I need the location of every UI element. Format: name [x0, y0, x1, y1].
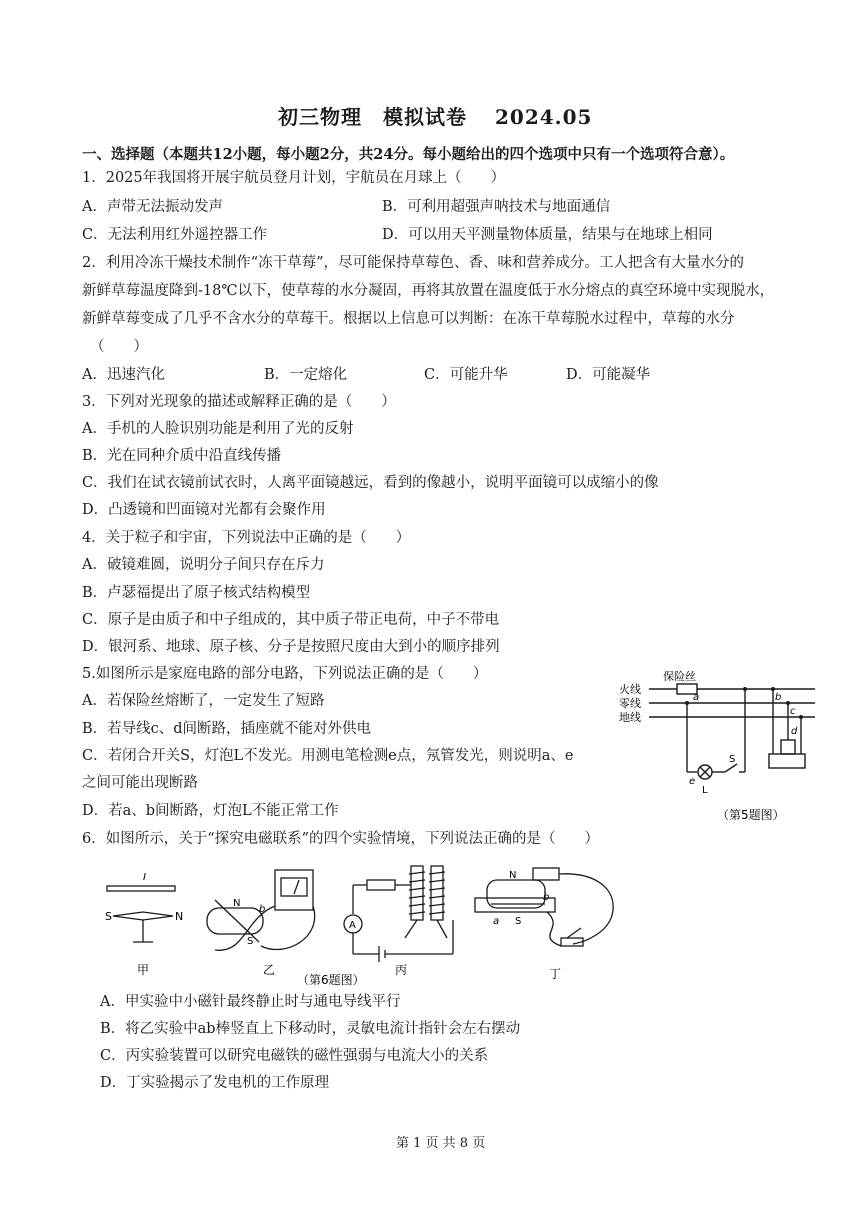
ding-rod-b-label: b [543, 892, 550, 903]
q2-line-2: 新鲜草莓温度降到-18℃以下，使草莓的水分凝固，再将其放置在温度低于水分熔点的真空环境中实现脱水， [82, 283, 775, 299]
q4-option-d: D．银河系、地球、原子核、分子是按照尺度由大到小的顺序排列 [82, 639, 500, 655]
page-title [278, 101, 592, 130]
label-jia: 甲 [137, 963, 150, 977]
q4-option-c: C．原子是由质子和中子组成的，其中质子带正电荷，中子不带电 [82, 612, 500, 628]
q1-option-d: D．可以用天平测量物体质量，结果与在地球上相同 [382, 227, 713, 243]
q4-option-a: A．破镜难圆，说明分子间只存在斥力 [82, 557, 325, 573]
q2-line-1: 2．利用冷冻干燥技术制作“冻干草莓”，尽可能保持草莓色、香、味和营养成分。工人把含有大量水分的 [82, 255, 745, 271]
ding-magnet-n-label: N [509, 870, 517, 881]
q3-option-c: C．我们在试衣镜前试衣时，人离平面镜越远，看到的像越小，说明平面镜可以成缩小的像 [82, 475, 659, 491]
ground-wire-label: 地线 [619, 711, 641, 724]
q4-option-b: B．卢瑟福提出了原子核式结构模型 [82, 585, 311, 601]
point-b-label: b [775, 692, 782, 703]
switch-label: S [729, 754, 736, 765]
q6-option-a: A．甲实验中小磁针最终静止时与通电导线平行 [100, 994, 401, 1010]
q3-option-a: A．手机的人脸识别功能是利用了光的反射 [82, 421, 354, 437]
q2-line-3: 新鲜草莓变成了几乎不含水分的草莓干。根据以上信息可以判断：在冻干草莓脱水过程中，草莓的水分 [82, 311, 735, 327]
jia-needle-n-label: N [175, 910, 184, 923]
q5-option-c-line1: C．若闭合开关S，灯泡L不发光。用测电笔检测e点，氖管发光，则说明a、e [82, 748, 574, 764]
q6-experiments-figure [95, 858, 640, 988]
socket-symbol [781, 740, 795, 754]
point-e-label: e [689, 776, 696, 787]
bing-ammeter-label: A [349, 920, 356, 931]
exam-title: 初三物理 模拟试卷 [278, 105, 467, 129]
neutral-wire-label: 零线 [619, 697, 641, 710]
q6-stem: 6．如图所示，关于“探究电磁联系”的四个实验情境，下列说法正确的是（ ） [82, 831, 600, 847]
q6-option-d: D．丁实验揭示了发电机的工作原理 [100, 1075, 330, 1091]
q3-option-b: B．光在同种介质中沿直线传播 [82, 448, 282, 464]
q6-option-b: B．将乙实验中ab棒竖直上下移动时，灵敏电流计指针会左右摆动 [100, 1021, 521, 1037]
point-c-label: c [790, 706, 796, 717]
q2-option-b: B．一定熔化 [264, 367, 348, 383]
q5-option-d: D．若a、b间断路，灯泡L不能正常工作 [82, 803, 339, 819]
q5-circuit-figure [615, 662, 820, 827]
section-heading: 一、选择题（本题共12小题，每小题2分，共24分。每小题给出的四个选项中只有一个选项符合意）。 [82, 146, 735, 163]
label-ding: 丁 [549, 967, 562, 981]
q5-stem: 5.如图所示是家庭电路的部分电路，下列说法正确的是（ ） [82, 666, 488, 682]
fuse-label: 保险丝 [663, 670, 696, 683]
page-number: 第 1 页 共 8 页 [396, 1136, 486, 1151]
q2-option-d: D．可能凝华 [566, 367, 651, 383]
q3-stem: 3．下列对光现象的描述或解释正确的是（ ） [82, 394, 396, 410]
q2-line-4: （ ） [90, 339, 148, 355]
yi-magnet-s-label: S [247, 936, 254, 947]
q5-option-a: A．若保险丝熔断了，一定发生了短路 [82, 693, 325, 709]
jia-needle-s-label: S [105, 910, 112, 923]
ding-rod-a-label: a [493, 916, 500, 927]
jia-compass-needle [113, 912, 173, 920]
jia-current-wire [107, 886, 175, 891]
q6-figure-caption: （第6题图） [297, 973, 365, 987]
ding-magnet-s-label: S [515, 916, 522, 927]
yi-rod-b-label: b [259, 904, 266, 915]
q4-stem: 4．关于粒子和宇宙，下列说法中正确的是（ ） [82, 530, 411, 546]
lamp-label: L [702, 785, 708, 796]
q1-option-a: A．声带无法振动发声 [82, 199, 223, 215]
label-yi: 乙 [263, 963, 276, 977]
point-d-label: d [791, 726, 798, 737]
q5-option-b: B．若导线c、d间断路，插座就不能对外供电 [82, 721, 372, 737]
q1-stem: 1．2025年我国将开展宇航员登月计划，宇航员在月球上（ ） [82, 170, 506, 186]
jia-wire-current-label: I [143, 872, 146, 883]
point-a-label: a [693, 692, 700, 703]
ding-battery [533, 868, 559, 880]
q6-option-c: C．丙实验装置可以研究电磁铁的磁性强弱与电流大小的关系 [100, 1048, 489, 1064]
q5-figure-caption: （第5题图） [717, 808, 785, 822]
label-bing: 丙 [395, 963, 408, 977]
bing-rheostat [367, 880, 395, 890]
q5-option-c-line2: 之间可能出现断路 [82, 775, 198, 791]
switch-blade [725, 764, 737, 772]
q3-option-d: D．凸透镜和凹面镜对光都有会聚作用 [82, 502, 326, 518]
q2-option-a: A．迅速汽化 [82, 367, 165, 383]
q1-option-c: C．无法利用红外遥控器工作 [82, 227, 268, 243]
q1-option-b: B．可利用超强声呐技术与地面通信 [382, 199, 611, 215]
yi-magnet-n-label: N [233, 898, 241, 909]
live-wire-label: 火线 [619, 683, 641, 696]
exam-date: 2024.05 [495, 105, 593, 129]
q2-option-c: C．可能升华 [424, 367, 508, 383]
